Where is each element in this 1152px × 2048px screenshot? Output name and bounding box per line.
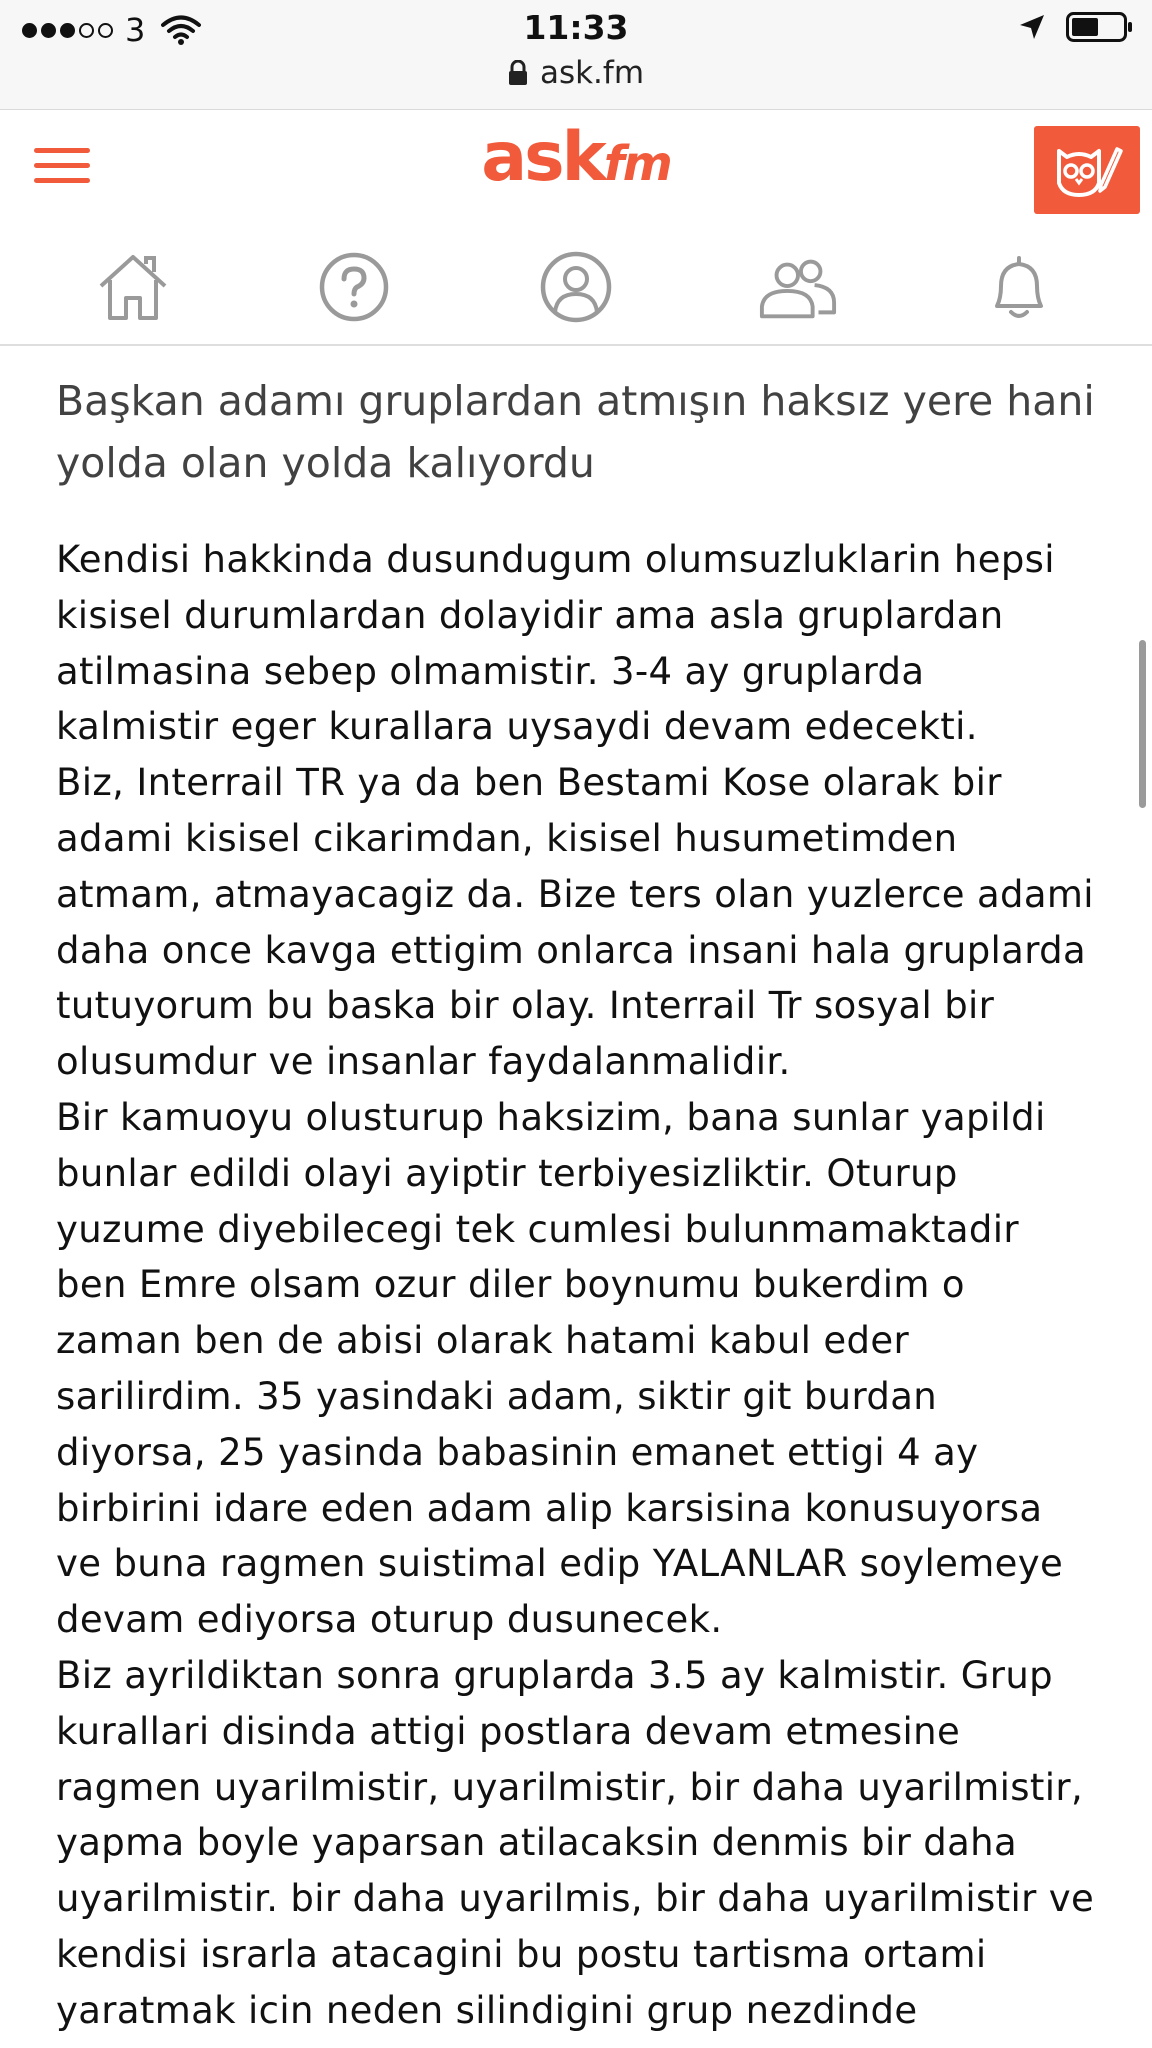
battery-icon <box>1066 12 1134 42</box>
lock-icon <box>508 60 528 86</box>
answer-text <box>56 532 1096 2039</box>
askfm-logo[interactable] <box>0 118 1152 197</box>
app-header <box>0 110 1152 230</box>
location-arrow-icon <box>1018 13 1046 41</box>
answer-paragraph: Biz, Interrail TR ya da ben Bestami Kose olarak bir adami kisisel cikarimdan, kisisel husumetimden atmam, atmayacagiz da. Bize ters olan yuzlerce adami daha once kavga ettigim onlarca insani hala gruplarda tutuyorum bu baska bir olay. Interrail Tr sosyal bir olusumdur ve insanlar faydalanmalidir. <box>56 761 1094 1084</box>
owl-pencil-icon <box>1051 139 1123 201</box>
profile-icon <box>539 250 613 324</box>
nav-notifications[interactable] <box>979 247 1059 327</box>
compose-button[interactable] <box>1034 126 1140 214</box>
answer-paragraph: Kendisi hakkinda dusundugum olumsuzluklarin hepsi kisisel durumlardan dolayidir ama asla gruplardan atilmasina sebep olmamistir. 3-4 ay gruplarda kalmistir eger kurallara uysaydi devam edecekti. <box>56 538 1055 749</box>
question-text: Başkan adamı gruplardan atmışın haksız yere hani yolda olan yolda kalıyordu <box>56 377 1095 487</box>
right-status <box>1018 12 1134 42</box>
status-bar <box>0 0 1152 110</box>
nav-home[interactable] <box>93 247 173 327</box>
nav-questions[interactable] <box>314 247 394 327</box>
logo-suffix: fm <box>603 136 671 192</box>
question-icon <box>318 251 390 323</box>
answer-paragraph: Biz ayrildiktan sonra gruplarda 3.5 ay kalmistir. Grup kurallari disinda attigi postlara devam etmesine ragmen uyarilmistir, uyarilmistir, bir daha uyarilmistir, yapma boyle yaparsan atilacaksin denmis bir daha uyarilmistir. bir daha uyarilmis, bir daha uyarilmistir ve kendisi israrla atacagini bu postu tartisma ortami yaratmak icin neden silindigini grup nezdinde <box>56 1653 1095 2032</box>
carrier-name: 3 <box>125 11 146 49</box>
bell-icon <box>987 252 1051 322</box>
answer-paragraph: Bir kamuoyu olusturup haksizim, bana sunlar yapildi bunlar edildi olayi ayiptir terbiyesizliktir. Oturup yuzume diyebilecegi tek cumlesi bulunmamaktadir ben Emre olsam ozur diler boynumu bukerdim o zaman ben de abisi olarak hatami kabul eder sarilirdim. 35 yasindaki adam, siktir git burdan diyorsa, 25 yasinda babasinin emanet ettigi 4 ay birbirini idare eden adam alip karsisina konusuyorsa ve buna ragmen suistimal edip YALANLAR soylemeye devam ediyorsa oturup dusunecek. <box>56 1095 1064 1642</box>
friends-icon <box>758 253 838 321</box>
logo-main: ask <box>481 118 604 197</box>
home-icon <box>96 252 170 322</box>
nav-friends[interactable] <box>758 247 838 327</box>
scrollbar[interactable] <box>1139 640 1146 808</box>
nav-bar <box>0 230 1152 346</box>
url-bar[interactable] <box>0 55 1152 91</box>
url-text: ask.fm <box>539 55 645 91</box>
nav-profile[interactable] <box>536 247 616 327</box>
status-time: 11:33 <box>523 8 629 47</box>
post-content <box>56 370 1096 2039</box>
